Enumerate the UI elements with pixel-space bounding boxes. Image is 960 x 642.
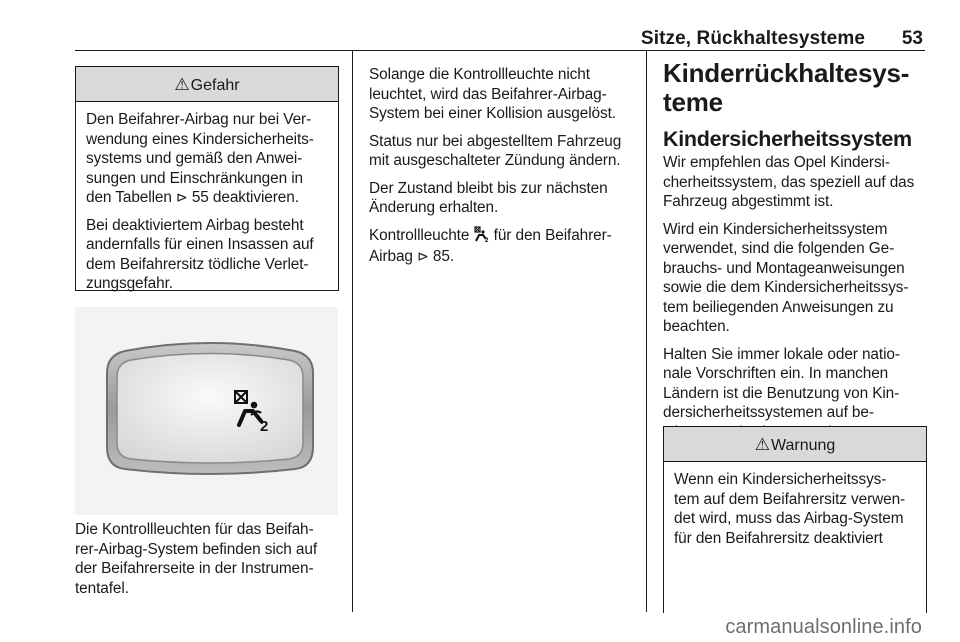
- warning-box: [663, 426, 927, 613]
- subsection-heading: Kindersicherheitssystem: [663, 127, 912, 151]
- watermark: carmanualsonline.info: [725, 616, 922, 638]
- paragraph-regulations: Halten Sie immer lokale oder natio- nale Vorschriften ein. In manchen Ländern ist die Benutzung von Kin- dersicherheitssystemen auf be-: [663, 345, 900, 421]
- airbag-indicator-photo: [75, 307, 338, 515]
- danger-paragraph-1: Den Beifahrer-Airbag nur bei Ver- wendung eines Kindersicherheits- systems und gemäß den Anwei- sungen und Einschränkungen in den Tabellen ⊳ 55 deaktivieren.: [86, 111, 314, 206]
- danger-box-header: [76, 67, 338, 102]
- paragraph-airbag-trigger: Solange die Kontrollleuchte nicht leuchtet, wird das Beifahrer-Airbag- System bei einer Kollision ausgelöst.: [369, 66, 616, 122]
- paragraph-instructions: Wird ein Kindersicherheitssystem verwendet, sind die folgenden Ge- brauchs- und Montageanweisungen sowie die dem Kindersicherheitssys- tem beiliegenden Anweisungen zu beachten.: [663, 220, 909, 335]
- airbag-off-icon: [474, 226, 490, 248]
- warning-box-title: Warnung: [770, 437, 836, 454]
- page-title: Sitze, Rückhaltesysteme: [640, 28, 865, 49]
- section-heading: Kinderrückhaltesys- teme: [663, 58, 910, 117]
- danger-box: [75, 66, 339, 291]
- reference-arrow-icon: ⊳: [417, 248, 429, 264]
- reference-arrow-icon: ⊳: [176, 189, 188, 205]
- image-caption: Die Kontrollleuchten für das Beifah- rer-Airbag-System befinden sich auf der Beifahrerseite in der Instrumen- tentafel.: [75, 521, 318, 597]
- reference-link[interactable]: 55 deaktivieren.: [187, 189, 299, 206]
- paragraph-indicator-reference: Kontrollleuchte 2 für den Beifahrer- Airbag ⊳ 85.: [369, 226, 612, 265]
- paragraph-status-change: Status nur bei abgestelltem Fahrzeug mit ausgeschalteter Zündung ändern.: [369, 132, 622, 169]
- airbag-off-indicator-icon: [75, 307, 338, 515]
- column-right: [646, 51, 927, 612]
- warning-triangle-icon: ⚠: [174, 75, 190, 94]
- page-number: 53: [901, 28, 923, 49]
- paragraph-state-kept: Der Zustand bleibt bis zur nächsten Änderung erhalten.: [369, 179, 608, 216]
- warning-box-header: [664, 427, 926, 462]
- reference-link[interactable]: 85.: [428, 248, 454, 265]
- danger-paragraph-2: Bei deaktiviertem Airbag besteht andernfalls für einen Insassen auf dem Beifahrersitz tödliche Verlet- zungsgefahr.: [86, 216, 314, 292]
- paragraph-recommendation: Wir empfehlen das Opel Kindersi- cherheitssystem, das speziell auf das Fahrzeug abgestimmt ist.: [663, 154, 915, 210]
- warning-triangle-icon: ⚠: [754, 435, 770, 454]
- page-header: [75, 22, 925, 51]
- warning-text: Wenn ein Kindersicherheitssys- tem auf dem Beifahrersitz verwen- det wird, muss das Airbag-System für den Beifahrersitz deaktiviert: [674, 471, 906, 547]
- danger-box-title: Gefahr: [190, 77, 240, 94]
- column-middle: [352, 51, 633, 612]
- svg-text:2: 2: [260, 418, 269, 435]
- column-left: [75, 51, 338, 612]
- svg-text:2: 2: [484, 237, 488, 242]
